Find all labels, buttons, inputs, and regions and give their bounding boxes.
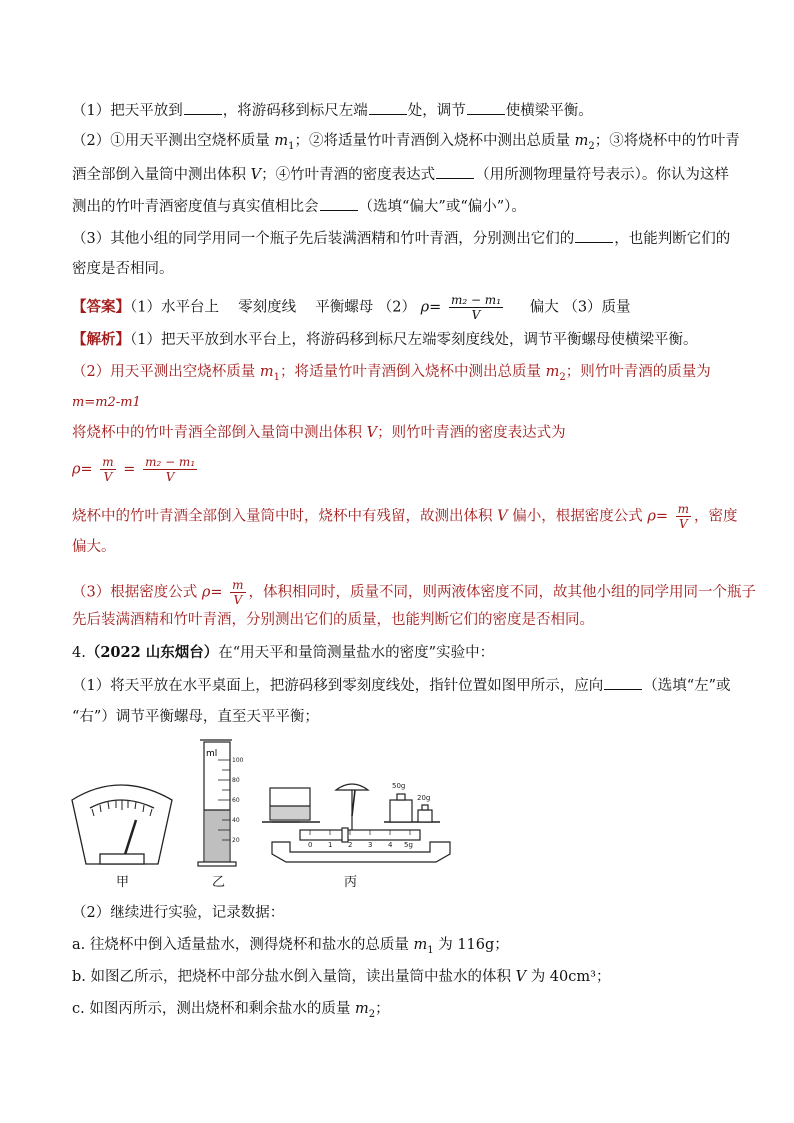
analysis-line2: （2）用天平测出空烧杯质量 $m_1$；将适量竹叶青酒倒入烧杯中测出总质量 $m_2$；则竹叶青酒的质量为 bbox=[72, 364, 711, 383]
q3-part2-line2: 酒全部倒入量筒中测出体积 V；④竹叶青酒的密度表达式 （用所测物理量符号表示）。你认为这样 bbox=[72, 164, 729, 185]
scale-tick: 5g bbox=[404, 841, 413, 849]
cylinder-unit: ml bbox=[206, 749, 218, 759]
q4-part1-line2: “右”）调节平衡螺母，直至天平平衡； bbox=[72, 709, 319, 725]
analysis-density-formula: ρ= $\frac{m}{V}$ = $\frac{\text{m₂ − m₁}}{V}$ bbox=[72, 455, 196, 484]
scale-tick: 1 bbox=[328, 841, 333, 849]
scale-tick: 2 bbox=[348, 841, 353, 849]
q3-part3-line2: 密度是否相同。 bbox=[72, 261, 174, 277]
analysis-line3: 将烧杯中的竹叶青酒全部倒入量筒中测出体积 V；则竹叶青酒的密度表达式为 bbox=[72, 425, 566, 441]
weight-label: 50g bbox=[392, 782, 406, 790]
blank[interactable] bbox=[320, 196, 358, 211]
cylinder-tick: 40 bbox=[232, 817, 240, 824]
cylinder-tick: 80 bbox=[232, 777, 240, 784]
analysis-line5: （3）根据密度公式 ρ= $\frac{m}{V}$ ，体积相同时，质量不同，则两液体密度不同，故其他小组的同学用同一个瓶子 bbox=[72, 578, 757, 607]
analysis-line4b: 偏大。 bbox=[72, 539, 116, 555]
q3-part3-line1: （3）其他小组的同学用同一个瓶子先后装满酒精和竹叶青酒，分别测出它们的 ，也能判断它们的 bbox=[72, 228, 730, 249]
q4-part2: （2）继续进行实验，记录数据： bbox=[72, 905, 285, 921]
answer-fraction: $\frac{\text{m₂ − m₁}}{V}$ bbox=[450, 293, 501, 322]
q3-part2-line3: 测出的竹叶青酒密度值与真实值相比会 （选填“偏大”或“偏小”）。 bbox=[72, 196, 526, 217]
scale-tick: 0 bbox=[308, 841, 313, 849]
q3-part1: （1）把天平放到 ，将游码移到标尺左端 处，调节 使横梁平衡。 bbox=[72, 100, 593, 121]
blank[interactable] bbox=[369, 100, 407, 115]
pointer-dial bbox=[72, 785, 172, 864]
analysis-line5b: 先后装满酒精和竹叶青酒，分别测出它们的质量，也能判断它们的密度是否相同。 bbox=[72, 612, 594, 628]
q4-step-a: a. 往烧杯中倒入适量盐水，测得烧杯和盐水的总质量 $m_1$ 为 116g； bbox=[72, 937, 509, 956]
figure-label-bing: 丙 bbox=[344, 875, 358, 890]
q3-part2-line1: （2）①用天平测出空烧杯质量 $m_1$；②将适量竹叶青酒倒入烧杯中测出总质量 $m_2$；③将烧杯中的竹叶青 bbox=[72, 133, 740, 152]
q4-step-c: c. 如图丙所示，测出烧杯和剩余盐水的质量 $m_2$； bbox=[72, 1001, 390, 1020]
scale-tick: 4 bbox=[388, 841, 393, 849]
analysis-line1: 【解析】（1）把天平放到水平台上，将游码移到标尺左端零刻度线处，调节平衡螺母使横梁平衡。 bbox=[72, 331, 698, 348]
scale-tick: 3 bbox=[368, 841, 373, 849]
blank[interactable] bbox=[575, 228, 613, 243]
figure-label-yi: 乙 bbox=[212, 875, 226, 890]
blank[interactable] bbox=[184, 100, 222, 115]
weight-label: 20g bbox=[417, 794, 431, 802]
q4-part1-line1: （1）将天平放在水平桌面上，把游码移到零刻度线处，指针位置如图甲所示，应向 （选填“左”或 bbox=[72, 675, 731, 696]
q4-stem: 4.（2022 山东烟台）在“用天平和量筒测量盐水的密度”实验中： bbox=[72, 644, 495, 661]
analysis-line4: 烧杯中的竹叶青酒全部倒入量筒中时，烧杯中有残留，故测出体积 V 偏小，根据密度公式 ρ= $\frac{m}{V}$ ，密度 bbox=[72, 502, 738, 531]
blank[interactable] bbox=[467, 100, 505, 115]
cylinder-tick: 100 bbox=[232, 757, 244, 764]
cylinder-tick: 20 bbox=[232, 837, 240, 844]
blank[interactable] bbox=[436, 164, 474, 179]
answer-line: 【答案】（1）水平台上 零刻度线 平衡螺母 （2） ρ= $\frac{\text{m₂ − m₁}}{V}$ 偏大 （3）质量 bbox=[72, 293, 631, 322]
figure-label-jia: 甲 bbox=[116, 875, 130, 890]
q4-step-b: b. 如图乙所示，把烧杯中部分盐水倒入量筒，读出量筒中盐水的体积 V 为 40cm³； bbox=[72, 969, 611, 985]
analysis-mass-expr: m=m2-m1 bbox=[72, 395, 141, 410]
experiment-figure bbox=[0, 730, 794, 900]
cylinder-tick: 60 bbox=[232, 797, 240, 804]
blank[interactable] bbox=[604, 675, 642, 690]
